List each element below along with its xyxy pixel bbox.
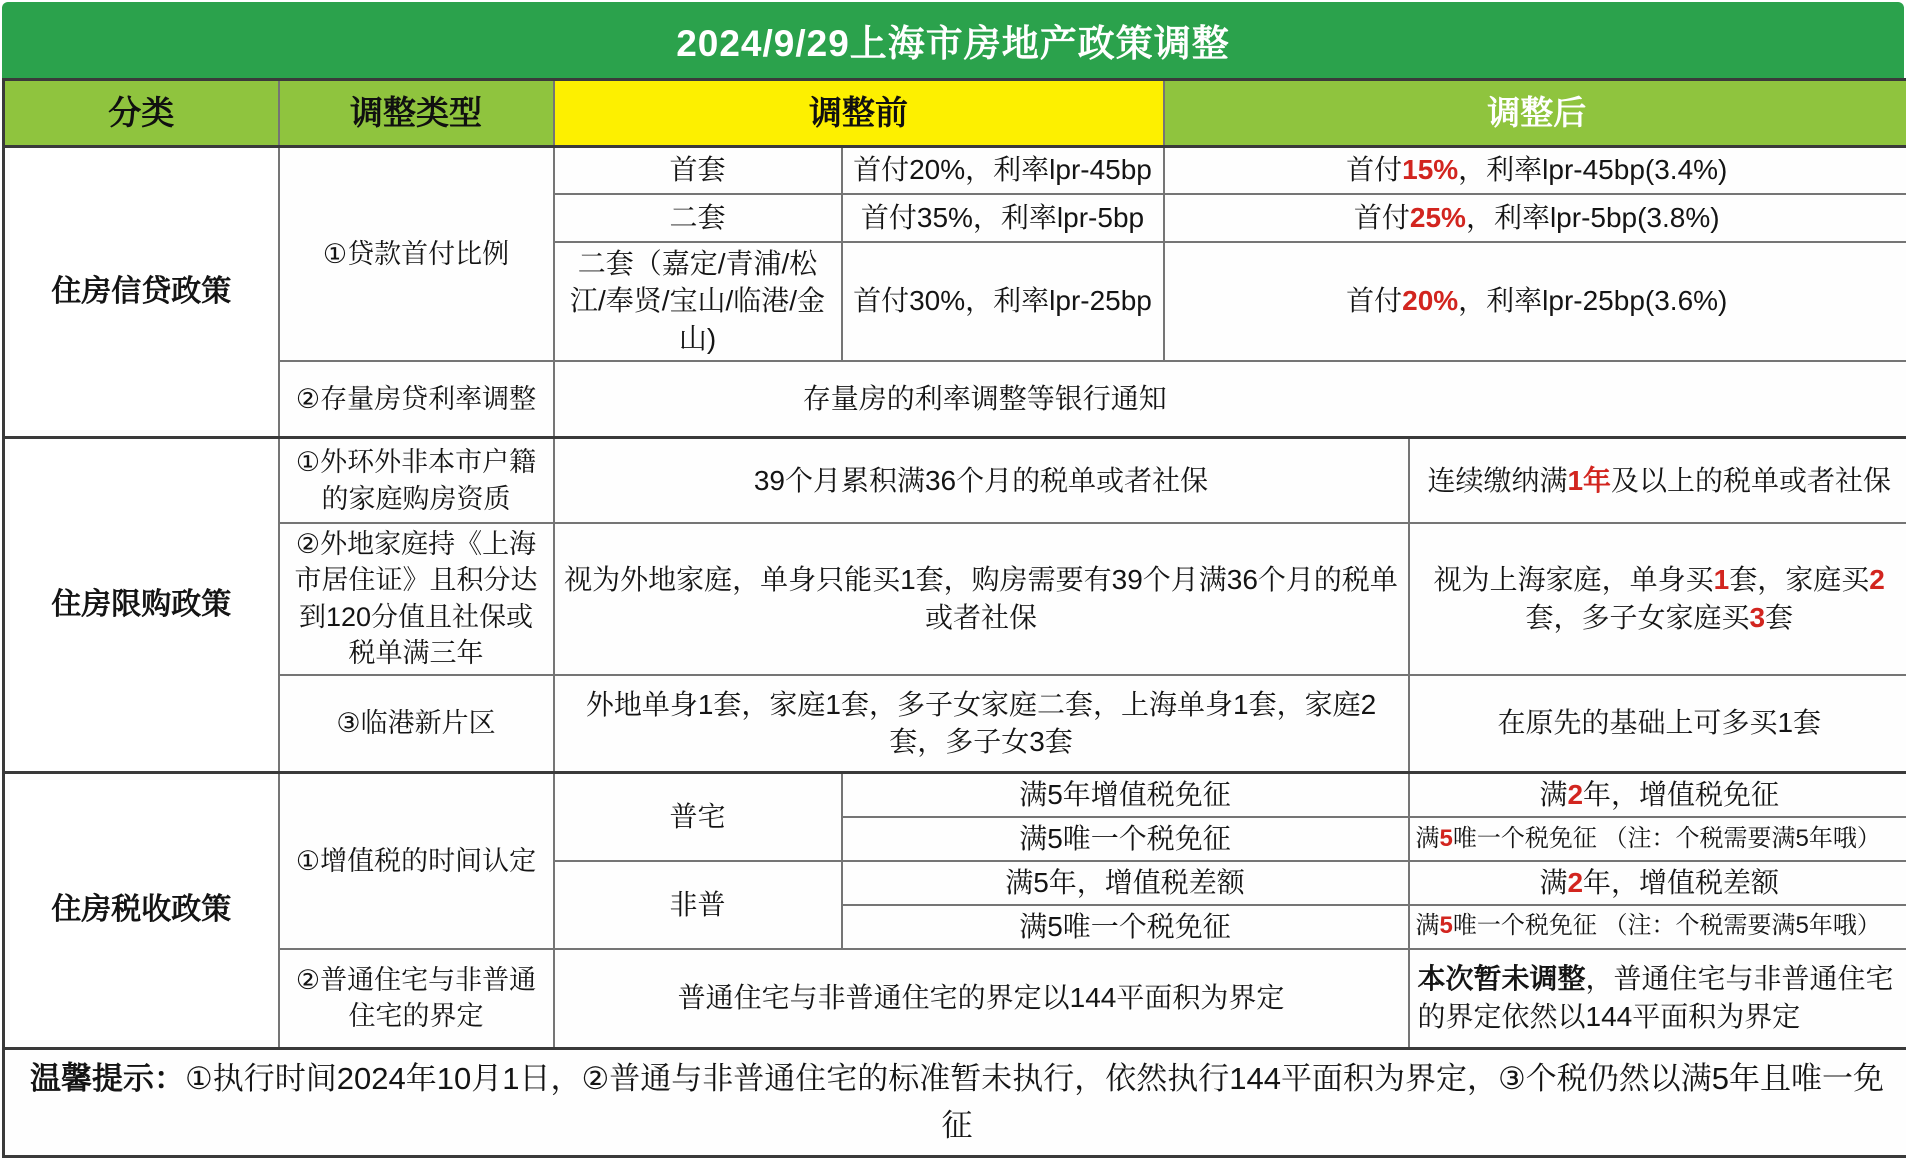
row-lingang-area (4, 675, 1906, 773)
header-adjust-type: 调整类型 (279, 80, 554, 147)
row-residence-permit-family (4, 523, 1906, 675)
type-outer-ring-eligibility: ①外环外非本市户籍的家庭购房资质 (279, 438, 554, 523)
type-loan-down-payment: ①贷款首付比例 (279, 147, 554, 361)
nonordinary-housing-label: 非普 (554, 861, 842, 949)
category-restriction-policy: 住房限购政策 (4, 438, 279, 773)
first-home-label: 首套 (554, 147, 842, 194)
policy-table (2, 78, 1906, 1158)
page-title: 2024/9/29上海市房地产政策调整 (2, 2, 1904, 78)
second-home-before: 首付35%，利率lpr-5bp (842, 194, 1164, 242)
housing-definition-after: 本次暂未调整，普通住宅与非普通住宅的界定依然以144平面积为界定 (1409, 949, 1906, 1049)
second-home-label: 二套 (554, 194, 842, 242)
type-residence-permit-family: ②外地家庭持《上海市居住证》且积分达到120分值且社保或税单满三年 (279, 523, 554, 675)
type-lingang-area: ③临港新片区 (279, 675, 554, 773)
vat-ordinary-before: 满5年增值税免征 (842, 773, 1409, 817)
type-housing-definition: ②普通住宅与非普通住宅的界定 (279, 949, 554, 1049)
category-credit-policy: 住房信贷政策 (4, 147, 279, 438)
vat-ordinary-after: 满2年，增值税免征 (1409, 773, 1906, 817)
outer-ring-before: 39个月累积满36个月的税单或者社保 (554, 438, 1409, 523)
second-home-after: 首付25%，利率lpr-5bp(3.8%) (1164, 194, 1906, 242)
policy-table-page (2, 0, 1904, 1080)
row-existing-loan-rate (4, 361, 1906, 438)
tips-note: 温馨提示：①执行时间2024年10月1日，②普通与非普通住宅的标准暂未执行，依然执行144平面积为界定，③个税仍然以满5年且唯一免征 (4, 1049, 1906, 1157)
type-existing-loan-rate: ②存量房贷利率调整 (279, 361, 554, 438)
income-tax-ordinary-before: 满5唯一个税免征 (842, 817, 1409, 861)
row-housing-definition (4, 949, 1906, 1049)
row-first-home (4, 147, 1906, 194)
income-tax-nonordinary-after: 满5唯一个税免征 （注：个税需要满5年哦） (1409, 905, 1906, 949)
lingang-after: 在原先的基础上可多买1套 (1409, 675, 1906, 773)
vat-nonordinary-before: 满5年，增值税差额 (842, 861, 1409, 905)
row-vat-ordinary-1 (4, 773, 1906, 817)
income-tax-nonordinary-before: 满5唯一个税免征 (842, 905, 1409, 949)
second-home-suburbs-label: 二套（嘉定/青浦/松江/奉贤/宝山/临港/金山) (554, 242, 842, 361)
type-vat-timing: ①增值税的时间认定 (279, 773, 554, 949)
residence-permit-after: 视为上海家庭，单身买1套，家庭买2套，多子女家庭买3套 (1409, 523, 1906, 675)
category-tax-policy: 住房税收政策 (4, 773, 279, 1049)
second-home-suburbs-before: 首付30%，利率lpr-25bp (842, 242, 1164, 361)
ordinary-housing-label: 普宅 (554, 773, 842, 861)
header-after: 调整后 (1164, 80, 1906, 147)
header-before: 调整前 (554, 80, 1164, 147)
income-tax-ordinary-after: 满5唯一个税免征 （注：个税需要满5年哦） (1409, 817, 1906, 861)
row-outer-ring-eligibility (4, 438, 1906, 523)
existing-loan-rate-note: 存量房的利率调整等银行通知 (554, 361, 1906, 438)
row-tips (4, 1049, 1906, 1157)
vat-nonordinary-after: 满2年，增值税差额 (1409, 861, 1906, 905)
housing-definition-before: 普通住宅与非普通住宅的界定以144平面积为界定 (554, 949, 1409, 1049)
outer-ring-after: 连续缴纳满1年及以上的税单或者社保 (1409, 438, 1906, 523)
first-home-before: 首付20%，利率lpr-45bp (842, 147, 1164, 194)
lingang-before: 外地单身1套，家庭1套，多子女家庭二套，上海单身1套，家庭2套，多子女3套 (554, 675, 1409, 773)
header-row (4, 80, 1906, 147)
residence-permit-before: 视为外地家庭，单身只能买1套，购房需要有39个月满36个月的税单或者社保 (554, 523, 1409, 675)
second-home-suburbs-after: 首付20%，利率lpr-25bp(3.6%) (1164, 242, 1906, 361)
first-home-after: 首付15%，利率lpr-45bp(3.4%) (1164, 147, 1906, 194)
header-category: 分类 (4, 80, 279, 147)
